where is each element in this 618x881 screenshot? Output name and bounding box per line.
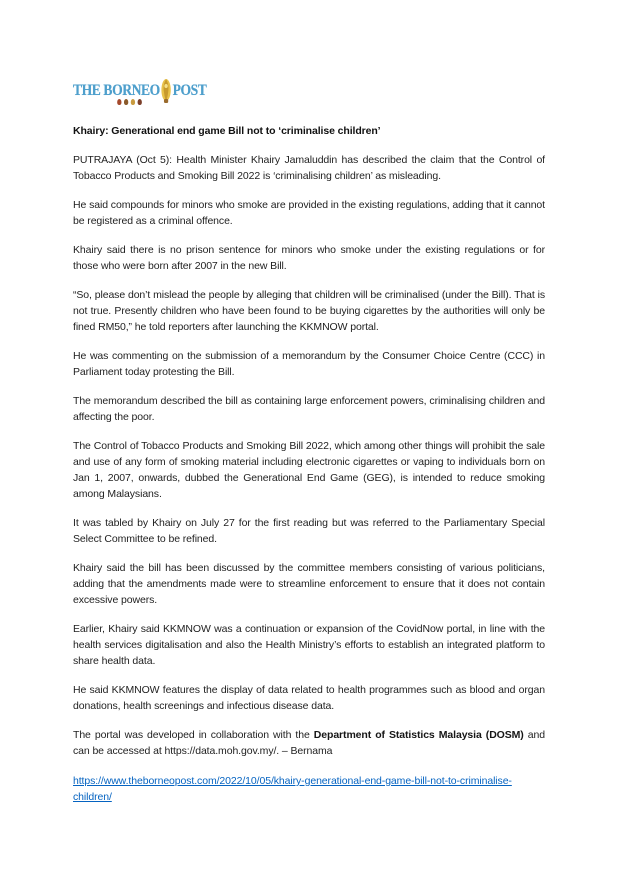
final-paragraph-text-after: and can be accessed at https://data.moh.gov.my/. – Bernama [73,729,545,757]
final-paragraph-text-before: The portal was developed in collaboration with the [73,729,314,741]
article-paragraph-1: PUTRAJAYA (Oct 5): Health Minister Khairy Jamaluddin has described the claim that the Control of Tobacco Products and Smoking Bill 2022 is ‘criminalising children’ as misleading. [73,154,545,182]
article-paragraph-final [73,727,545,759]
article-paragraph-5: He was commenting on the submission of a memorandum by the Consumer Choice Centre (CCC) in Parliament today protesting the Bill. [73,350,545,378]
mascot-dot-icon [138,99,142,105]
mascot-dot-icon [131,99,135,105]
article-paragraph-8: It was tabled by Khairy on July 27 for the first reading but was referred to the Parliamentary Special Select Committee to be refined. [73,517,545,545]
article-paragraph-6: The memorandum described the bill as containing large enforcement powers, criminalising children and affecting the poor. [73,395,545,423]
article-paragraph-4: “So, please don’t mislead the people by alleging that children will be criminalised (under the Bill). That is not true. Presently children who have been found to be buying cigarettes by the authorities will only be fined RM50,” he told reporters after launching the KKMNOW portal. [73,289,545,333]
final-paragraph-bold: Department of Statistics Malaysia (DOSM) [313,729,524,741]
mascot-dot-icon [117,99,121,105]
article-paragraph-11: He said KKMNOW features the display of data related to health programmes such as blood and organ donations, health screenings and infectious disease data. [73,684,545,712]
borneo-post-logo [73,77,207,104]
article-paragraph-9: Khairy said the bill has been discussed by the committee members consisting of various politicians, adding that the amendments made were to streamline enforcement to ensure that it does not contain excessive powers. [73,562,545,606]
source-url-link[interactable]: https://www.theborneopost.com/2022/10/05/khairy-generational-end-game-bill-not-to-criminalise-children/ [73,775,512,803]
logo-text-the-borneo: THE BORNEO [73,82,160,99]
article-paragraph-2: He said compounds for minors who smoke are provided in the existing regulations, adding that it cannot be registered as a criminal offence. [73,199,545,227]
logo-crest-icon [161,78,172,104]
article-paragraph-10: Earlier, Khairy said KKMNOW was a continuation or expansion of the CovidNow portal, in line with the health services digitalisation and also the Health Ministry’s efforts to establish an integrated platform to share health data. [73,623,545,667]
article-paragraph-7: The Control of Tobacco Products and Smoking Bill 2022, which among other things will prohibit the sale and use of any form of smoking material including electronic cigarettes or vaping to individuals born on Jan 1, 2007, onwards, dubbed the Generational End Game (GEG), is intended to reduce smoking among Malaysians. [73,440,545,500]
logo-text-post: POST [172,82,207,99]
article-headline: Khairy: Generational end game Bill not to ‘criminalise children’ [73,125,381,137]
mascot-dot-icon [124,99,128,105]
logo-mascots-icon [117,99,142,105]
article-paragraph-3: Khairy said there is no prison sentence for minors who smoke under the existing regulations or for those who were born after 2007 in the new Bill. [73,244,545,272]
